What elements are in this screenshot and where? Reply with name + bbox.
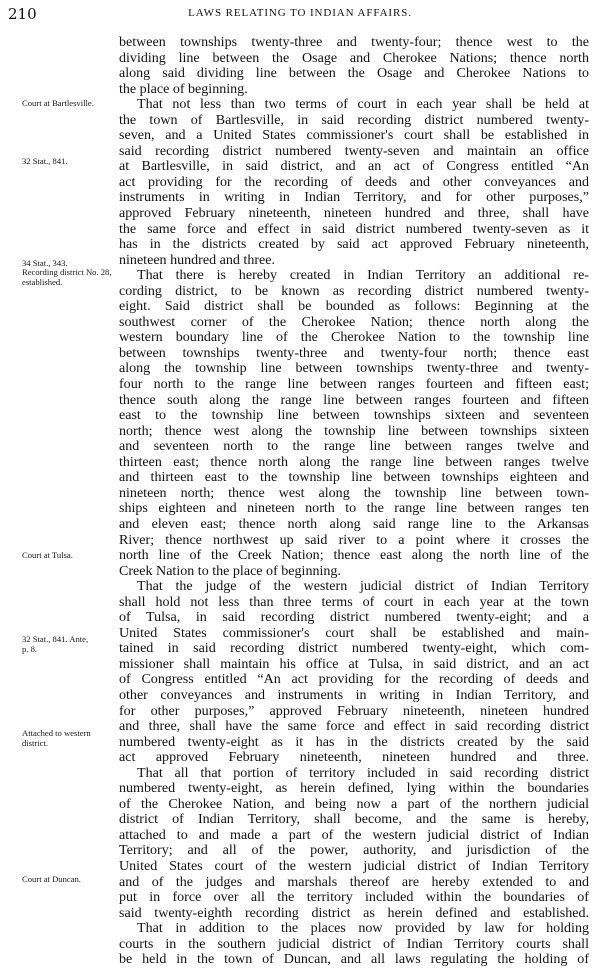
running-head: LAWS RELATING TO INDIAN AFFAIRS. (188, 7, 412, 19)
text-line: courts in the southern judicial district of Indian Territory courts shall (119, 935, 589, 952)
text-line: United States court of the western judicial district of Indian Territory (119, 857, 589, 874)
text-line: River; thence northwest up said river to a point where it crosses the (119, 531, 589, 548)
paragraph-first-line: That all that portion of territory included in said recording district (137, 764, 589, 781)
text-line: United States commissioner's court shall be established and main- (119, 624, 589, 641)
text-line: Creek Nation to the place of beginning. (119, 562, 341, 579)
text-line: has in the districts created by said act approved February nineteenth, (119, 236, 589, 253)
text-line: numbered twenty-eight as it has in the districts created by the said (119, 733, 589, 750)
text-line: of Tulsa, in said recording district numbered twenty-eight; and a (119, 609, 589, 626)
text-line: shall hold not less than three terms of court in each year at the town (119, 593, 589, 610)
paragraph-first-line: That there is hereby created in Indian Territory an additional re- (137, 267, 589, 284)
body-text (119, 35, 589, 968)
text-line: dividing line between the Osage and Cherokee Nations; thence north (119, 49, 589, 66)
text-line: and thirteen east to the township line between townships eighteen and (119, 469, 589, 486)
page-number: 210 (8, 5, 37, 23)
text-line: put in force over all the territory included within the boundaries of (119, 889, 589, 906)
text-line: district of Indian Territory, shall become, and the same is hereby, (119, 811, 589, 828)
text-line: and three, shall have the same force and effect in said recording district (119, 718, 589, 735)
margin-note: Court at Bartlesville. (22, 98, 94, 108)
text-line: of the Cherokee Nation, and being now a part of the northern judicial (119, 795, 589, 812)
text-line: between townships twenty-three and twenty-four north; thence east (119, 344, 589, 361)
text-line: along the township line between townships twenty-three and twenty- (119, 360, 589, 377)
text-line: instruments in writing in Indian Territory, and for other purposes,” (119, 189, 589, 206)
margin-note: Court at Tulsa. (22, 550, 73, 560)
text-line: said recording district numbered twenty-seven and maintain an office (119, 142, 589, 159)
margin-note: 32 Stat., 841. (22, 156, 68, 166)
text-line: and eleven east; thence north along said range line to the Arkansas (119, 515, 589, 532)
text-line: ships eighteen and nineteen north to the range line between ranges ten (119, 500, 589, 517)
text-line: four north to the range line between ranges fourteen and fifteen east; (119, 376, 589, 393)
text-line: attached to and made a part of the western judicial district of Indian (119, 826, 589, 843)
text-line: and of the judges and marshals thereof are hereby extended to and (119, 873, 589, 890)
paragraph-first-line: That in addition to the places now provided by law for holding (137, 920, 589, 937)
margin-notes (0, 0, 118, 925)
text-line: seven, and a United States commissioner's court shall be established in (119, 127, 589, 144)
text-line: said twenty-eighth recording district as herein defined and established. (119, 904, 589, 921)
text-line: be held in the town of Duncan, and all laws regulating the holding of (119, 951, 589, 968)
text-line: Territory; and all of the power, authority, and jurisdiction of the (119, 842, 589, 859)
text-line: nineteen hundred and three. (119, 251, 276, 268)
text-line: the place of beginning. (119, 80, 248, 97)
text-line: north line of the Creek Nation; thence east along the north line of the (119, 547, 589, 564)
text-line: approved February nineteenth, nineteen hundred and three, shall have (119, 205, 589, 222)
text-line: southwest corner of the Cherokee Nation; thence north along the (119, 313, 589, 330)
text-line: thence south along the range line between ranges fourteen and fifteen (119, 391, 589, 408)
text-line: north; thence west along the township line between townships sixteen (119, 422, 589, 439)
text-line: cording district, to be known as recording district numbered twenty- (119, 282, 589, 299)
paragraph-first-line: That the judge of the western judicial district of Indian Territory (137, 578, 589, 595)
text-line: the town of Bartlesville, in said recording district numbered twenty- (119, 111, 589, 128)
margin-note: 32 Stat., 841. Ante, p. 8. (22, 634, 89, 654)
margin-note: 34 Stat., 343. (22, 258, 68, 268)
text-line: and seventeen north to the range line between ranges twelve and (119, 438, 589, 455)
text-line: the same force and effect in said district numbered twenty-seven as it (119, 220, 589, 237)
text-line: nineteen north; thence west along the township line between town- (119, 484, 589, 501)
text-line: between townships twenty-three and twenty-four; thence west to the (119, 34, 589, 50)
text-line: thirteen east; thence north along the range line between ranges twelve (119, 453, 589, 470)
text-line: tained in said recording district numbered twenty-eight, which com- (119, 640, 589, 657)
margin-note: Attached to western district. (22, 728, 91, 748)
text-line: along said dividing line between the Osage and Cherokee Nations to (119, 65, 589, 82)
text-line: for other purposes,” approved February nineteenth, nineteen hundred (119, 702, 589, 719)
text-line: east to the township line between townships sixteen and seventeen (119, 407, 589, 424)
text-line: act approved February nineteenth, nineteen hundred and three. (119, 749, 589, 766)
text-line: at Bartlesville, in said district, and an act of Congress entitled “An (119, 158, 589, 175)
text-line: western boundary line of the Cherokee Nation to the township line (119, 329, 589, 346)
text-line: eight. Said district shall be bounded as follows: Beginning at the (119, 298, 589, 315)
text-line: numbered twenty-eight, as herein defined, lying within the boundaries (119, 780, 589, 797)
text-line: other conveyances and instruments in writing in Indian Territory, and (119, 686, 589, 703)
text-line: of Congress entitled “An act providing for the recording of deeds and (119, 671, 589, 688)
text-line: act providing for the recording of deeds and other conveyances and (119, 173, 589, 190)
margin-note: Court at Duncan. (22, 874, 81, 884)
text-line: missioner shall maintain his office at Tulsa, in said district, and an act (119, 655, 589, 672)
margin-note: Recording district No. 28, established. (22, 267, 112, 287)
paragraph-first-line: That not less than two terms of court in each year shall be held at (137, 96, 589, 113)
